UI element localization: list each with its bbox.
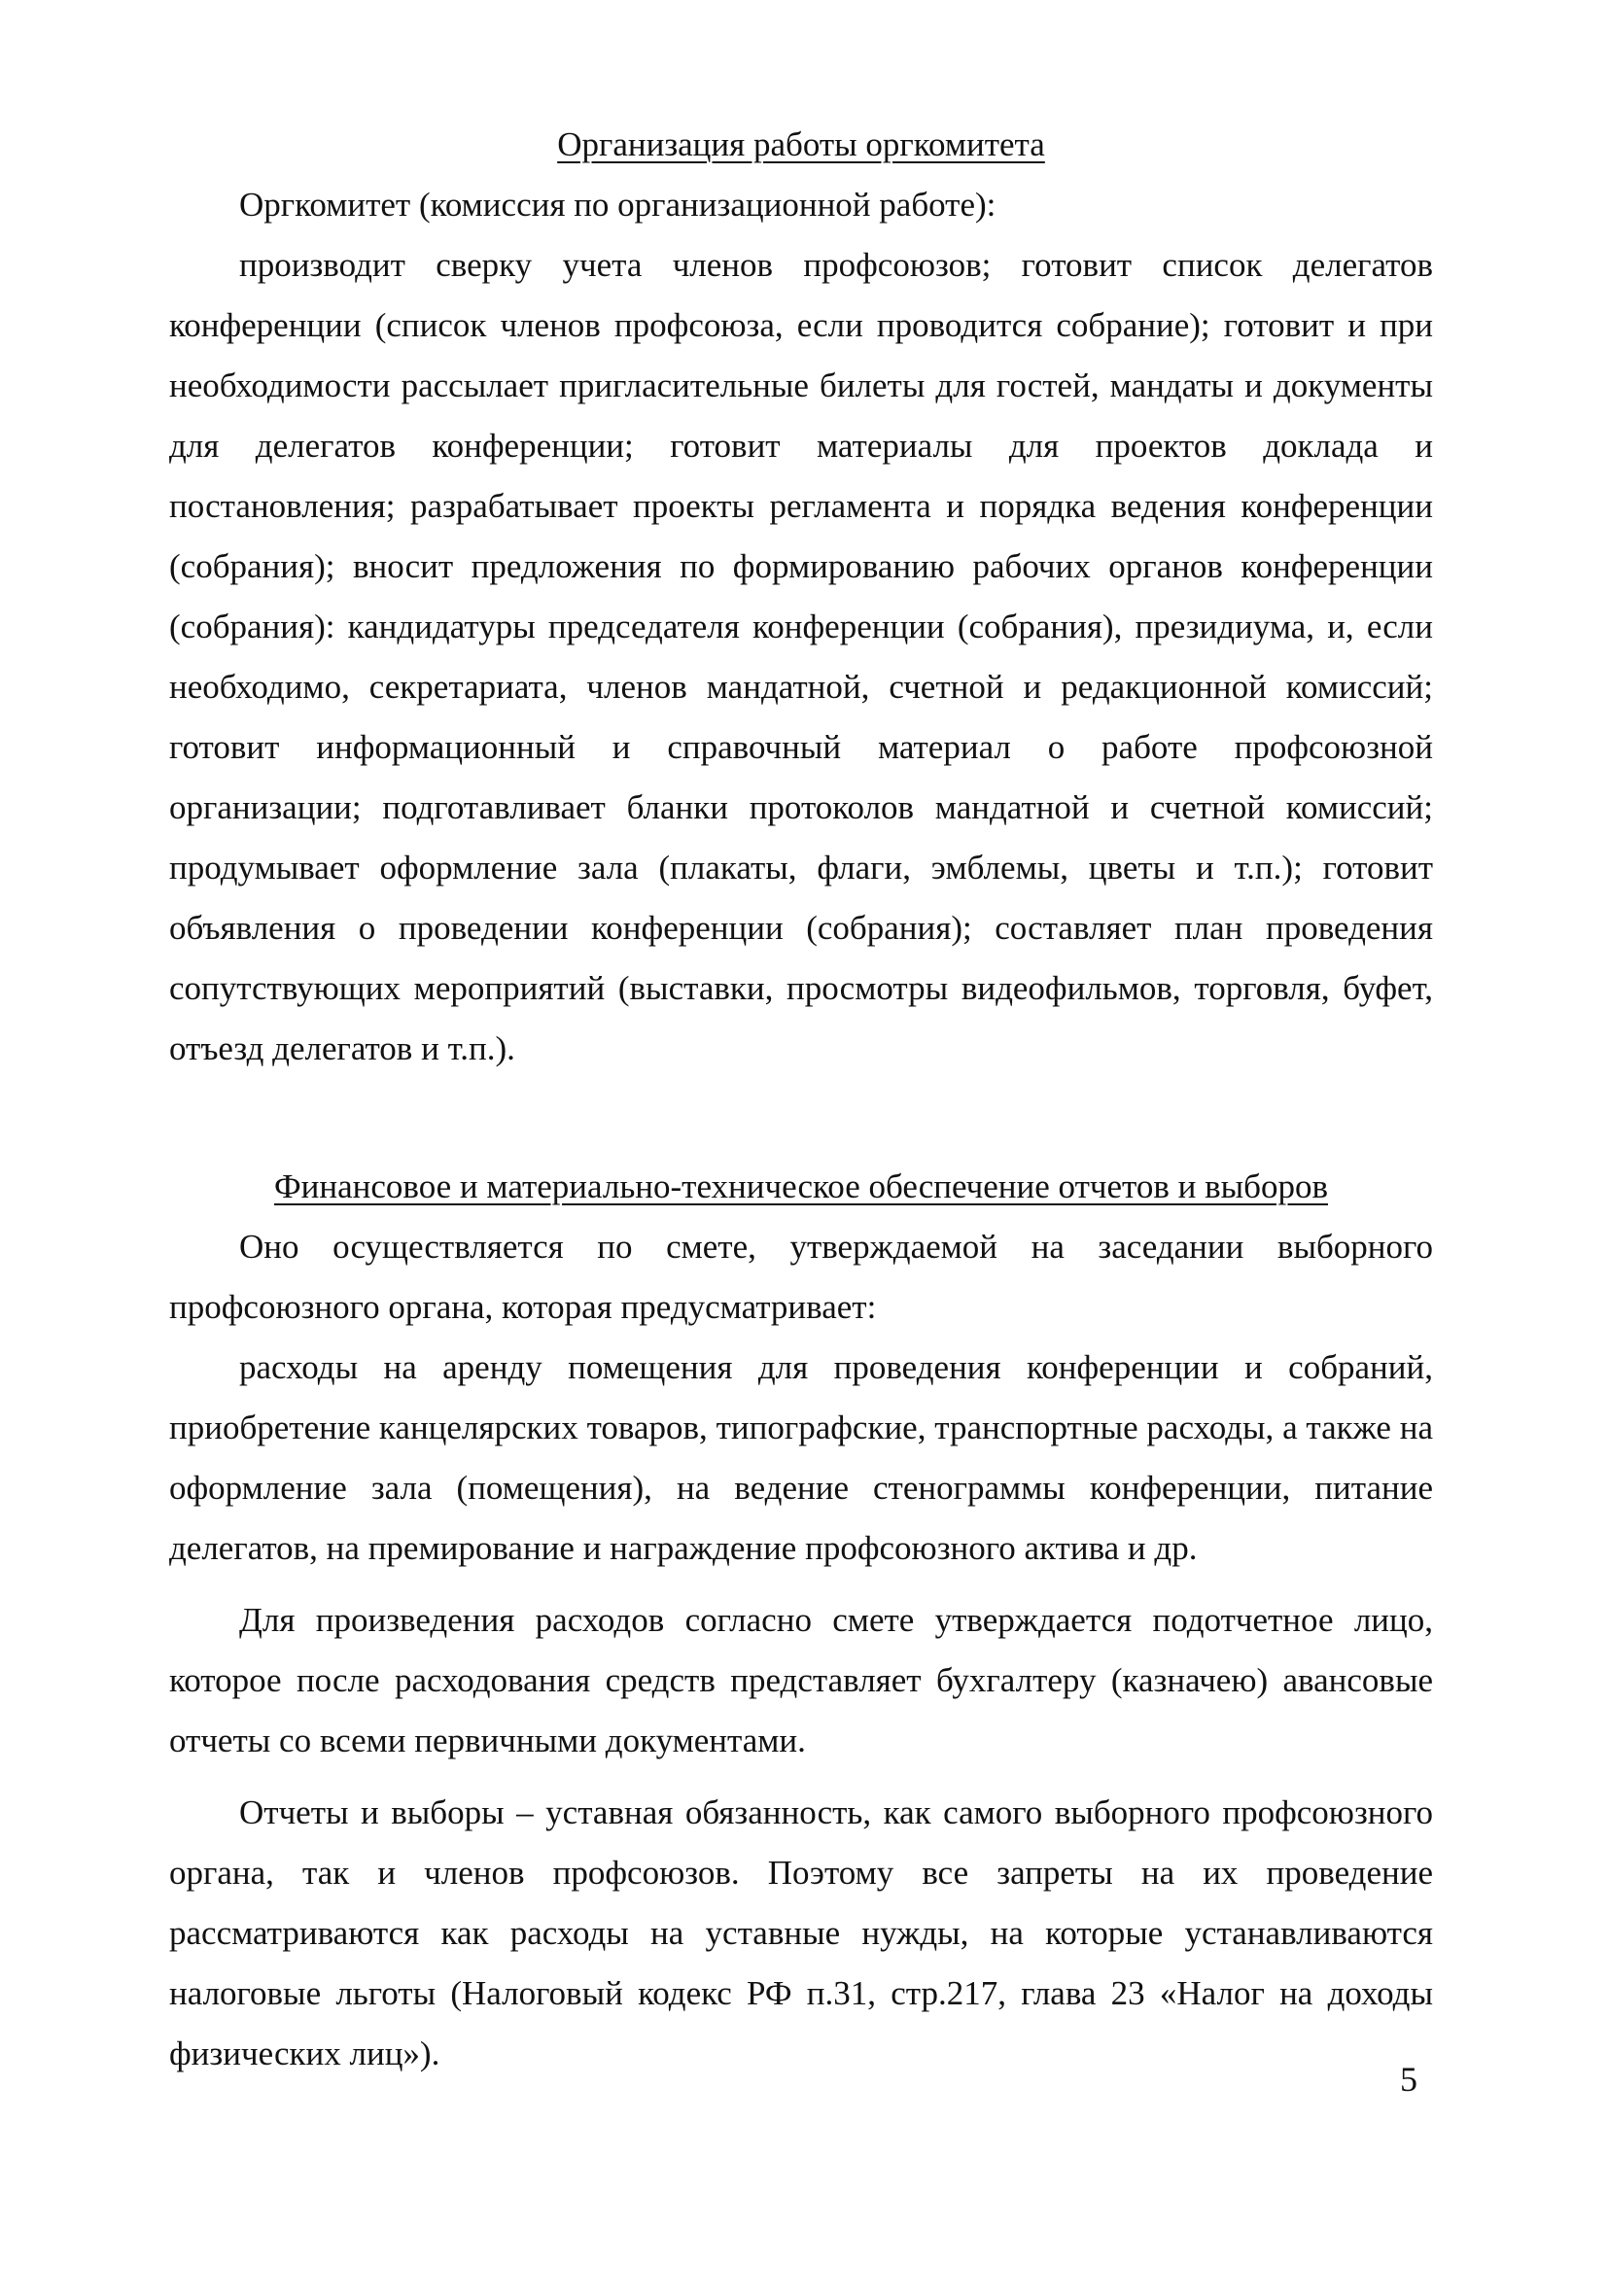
section-heading-orgcommittee: Организация работы оргкомитета [557,125,1045,163]
financing-paragraph-2: расходы на аренду помещения для проведения конференции и собраний, приобретение канцелярских товаров, типографские, транспортные расходы, а также на оформление зала (помещения), на ведение стенограммы конференции, питание делегатов, на премирование и награждение профсоюзного актива и др. [169,1348,1433,1567]
orgcommittee-intro: Оргкомитет (комиссия по организационной работе): [239,186,996,224]
document-page [169,115,1433,2084]
financing-paragraph-3: Для произведения расходов согласно смете утверждается подотчетное лицо, которое после расходования средств представляет бухгалтеру (казначею) авансовые отчеты со всеми первичными документами. [169,1601,1433,1759]
financing-paragraph-4: Отчеты и выборы – уставная обязанность, как самого выборного профсоюзного органа, так и членов профсоюзов. Поэтому все запреты на их проведение рассматриваются как расходы на уставные нужды, на которые устанавливаются налоговые льготы (Налоговый кодекс РФ п.31, стр.217, глава 23 «Налог на доходы физических лиц»). [169,1793,1433,2072]
financing-paragraph-1: Оно осуществляется по смете, утверждаемой на заседании выборного профсоюзного органа, которая предусматривает: [169,1228,1433,1326]
page-number: 5 [1400,2060,1417,2099]
section-heading-financing: Финансовое и материально-техническое обеспечение отчетов и выборов [274,1167,1328,1205]
orgcommittee-duties: производит сверку учета членов профсоюзов; готовит список делегатов конференции (список членов профсоюза, если проводится собрание); готовит и при необходимости рассылает пригласительные билеты для гостей, мандаты и документы для делегатов конференции; готовит материалы для проектов доклада и постановления; разрабатывает проекты регламента и порядка ведения конференции (собрания); вносит предложения по формированию рабочих органов конференции (собрания): кандидатуры председателя конференции (собрания), президиума, и, если необходимо, секретариата, членов мандатной, счетной и редакционной комиссий; готовит информационный и справочный материал о работе профсоюзной организации; подготавливает бланки протоколов мандатной и счетной комиссий; продумывает оформление зала (плакаты, флаги, эмблемы, цветы и т.п.); готовит объявления о проведении конференции (собрания); составляет план проведения сопутствующих мероприятий (выставки, просмотры видеофильмов, торговля, буфет, отъезд делегатов и т.п.). [169,246,1433,1067]
